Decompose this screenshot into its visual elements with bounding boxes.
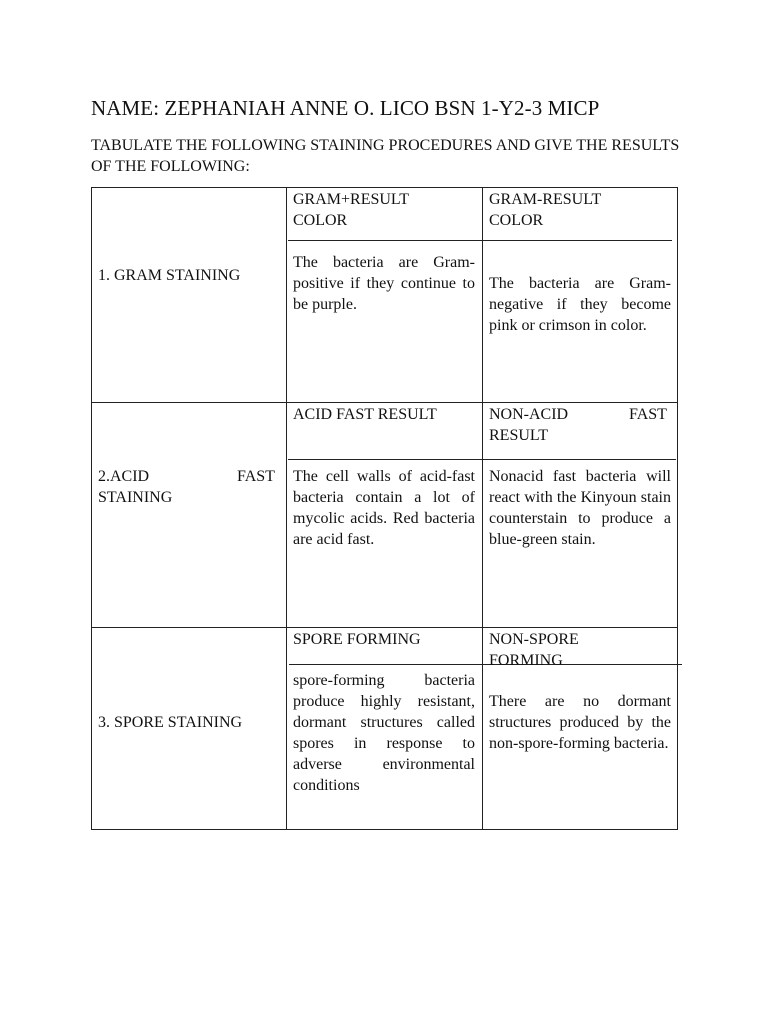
table-border-bottom [91,829,678,830]
header-gram-negative: GRAM-RESULT COLOR [489,191,602,229]
instruction-text: TABULATE THE FOLLOWING STAINING PROCEDURES AND GIVE THE RESULTS OF THE FOLLOWING: [91,137,680,175]
header-non-spore-forming: NON-SPORE FORMING [489,631,579,669]
subheader-divider-1 [288,240,672,241]
result-acid-fast: The cell walls of acid-fast bacteria contain a lot of mycolic acids. Red bacteria are acid fast. [293,468,475,548]
header-non-acid-fast-part1: NON-ACID [489,406,569,423]
header-gram-positive: GRAM+RESULT COLOR [293,191,409,229]
header-acid-fast: ACID FAST RESULT [293,406,437,423]
header-non-acid-fast-part3: RESULT [489,427,548,444]
row-divider-1 [91,402,678,403]
result-spore-forming: spore-forming bacteria produce highly resistant, dormant structures called spores in response to adverse environmental conditions [293,672,475,794]
subheader-divider-3 [289,664,682,665]
table-border-top [91,187,678,188]
table-border-right [677,187,678,830]
row-label-acid-fast-part3: STAINING [98,489,173,506]
result-gram-negative: The bacteria are Gram-negative if they become pink or crimson in color. [489,275,671,334]
subheader-divider-2 [288,459,676,460]
result-non-acid-fast: Nonacid fast bacteria will react with the Kinyoun stain counterstain to produce a blue-green stain. [489,468,671,548]
result-non-spore-forming: There are no dormant structures produced by the non-spore-forming bacteria. [489,693,671,752]
column-divider-2 [482,187,483,830]
header-spore-forming: SPORE FORMING [293,631,421,648]
result-gram-positive: The bacteria are Gram-positive if they continue to be purple. [293,254,475,313]
row-label-acid-fast-part2: FAST [237,468,275,485]
header-non-acid-fast-part2: FAST [629,406,667,423]
student-name-heading: NAME: ZEPHANIAH ANNE O. LICO BSN 1-Y2-3 MICP [91,96,600,120]
table-border-left [91,187,92,830]
row-divider-2 [91,627,678,628]
column-divider-1 [286,187,287,830]
row-label-gram-staining: 1. GRAM STAINING [98,267,241,284]
row-label-acid-fast-part1: 2.ACID [98,468,150,485]
row-label-spore-staining: 3. SPORE STAINING [98,714,243,731]
